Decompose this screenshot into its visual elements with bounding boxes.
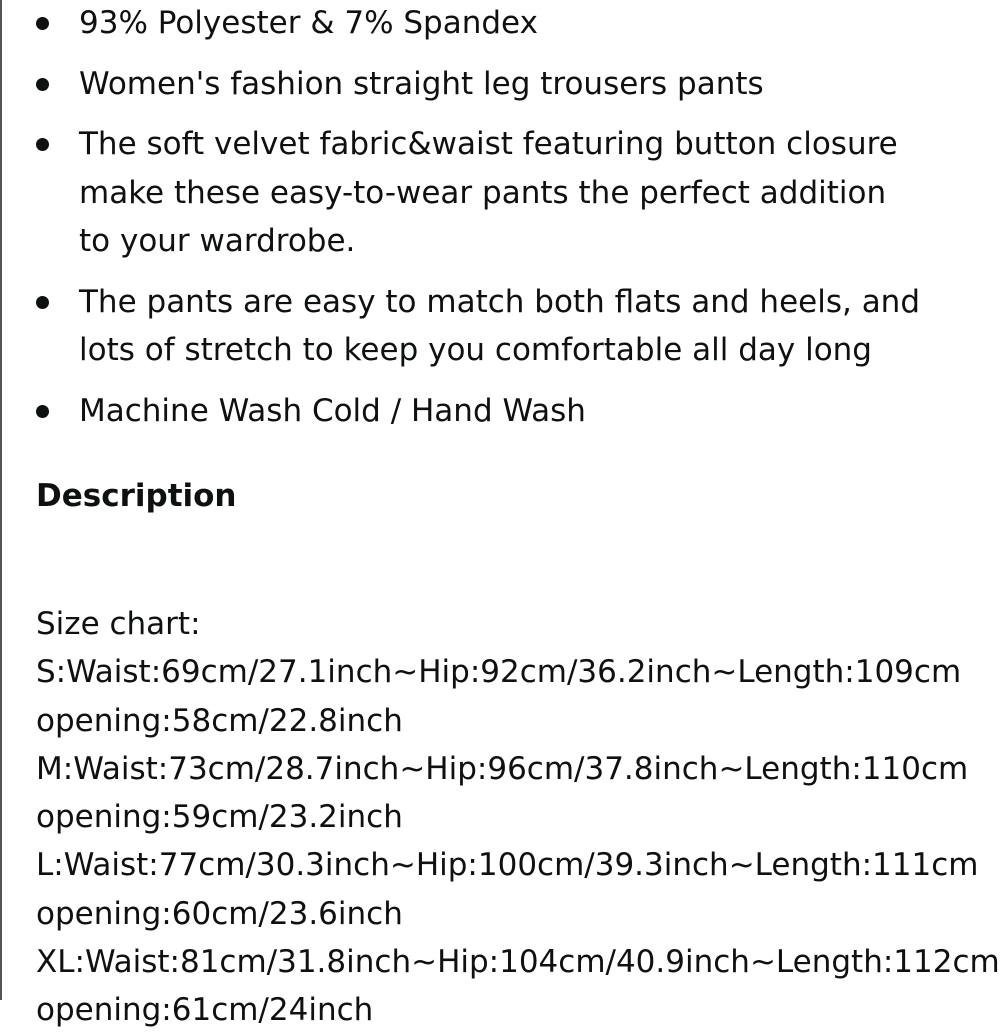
feature-bullet-item — [0, 387, 1000, 436]
bullet-dot-icon — [36, 138, 49, 151]
feature-bullet-item — [0, 120, 1000, 266]
feature-bullet-item — [0, 60, 1000, 109]
feature-bullet-text: to your wardrobe. — [79, 223, 356, 259]
feature-bullet-list — [0, 0, 1000, 447]
size-chart-line: opening:59cm/23.2inch — [36, 799, 403, 836]
feature-bullet-text: The pants are easy to match both flats and heels, and — [79, 283, 921, 320]
size-chart-line: opening:60cm/23.6inch — [36, 895, 403, 932]
description-heading: Description — [36, 478, 237, 514]
size-chart-line: L:Waist:77cm/30.3inch~Hip:100cm/39.3inch~Length:111cm — [36, 847, 979, 884]
feature-bullet-item — [0, 0, 1000, 48]
feature-bullet-text: Women's fashion straight leg trousers pants — [79, 65, 764, 102]
bullet-dot-icon — [36, 296, 49, 309]
bullet-dot-icon — [36, 17, 49, 30]
size-chart-title: Size chart: — [36, 606, 201, 642]
size-chart-line: XL:Waist:81cm/31.8inch~Hip:104cm/40.9inch~Length:112cm — [36, 944, 1000, 981]
feature-bullet-item — [0, 278, 1000, 375]
feature-bullet-text: make these easy-to-wear pants the perfect addition — [79, 174, 887, 211]
size-chart-line: opening:61cm/24inch — [36, 992, 374, 1029]
size-chart-line: S:Waist:69cm/27.1inch~Hip:92cm/36.2inch~Length:109cm — [36, 654, 962, 691]
bullet-dot-icon — [36, 405, 49, 418]
size-chart-line: opening:58cm/22.8inch — [36, 702, 403, 739]
size-chart-text — [36, 600, 1000, 1035]
feature-bullet-text: The soft velvet fabric&waist featuring button closure — [79, 126, 898, 162]
feature-bullet-text: 93% Polyester & 7% Spandex — [79, 5, 538, 41]
bullet-dot-icon — [36, 78, 49, 91]
feature-bullet-text: lots of stretch to keep you comfortable all day long — [79, 332, 872, 368]
feature-bullet-text: Machine Wash Cold / Hand Wash — [79, 392, 586, 429]
size-chart-line: M:Waist:73cm/28.7inch~Hip:96cm/37.8inch~Length:110cm — [36, 750, 969, 787]
